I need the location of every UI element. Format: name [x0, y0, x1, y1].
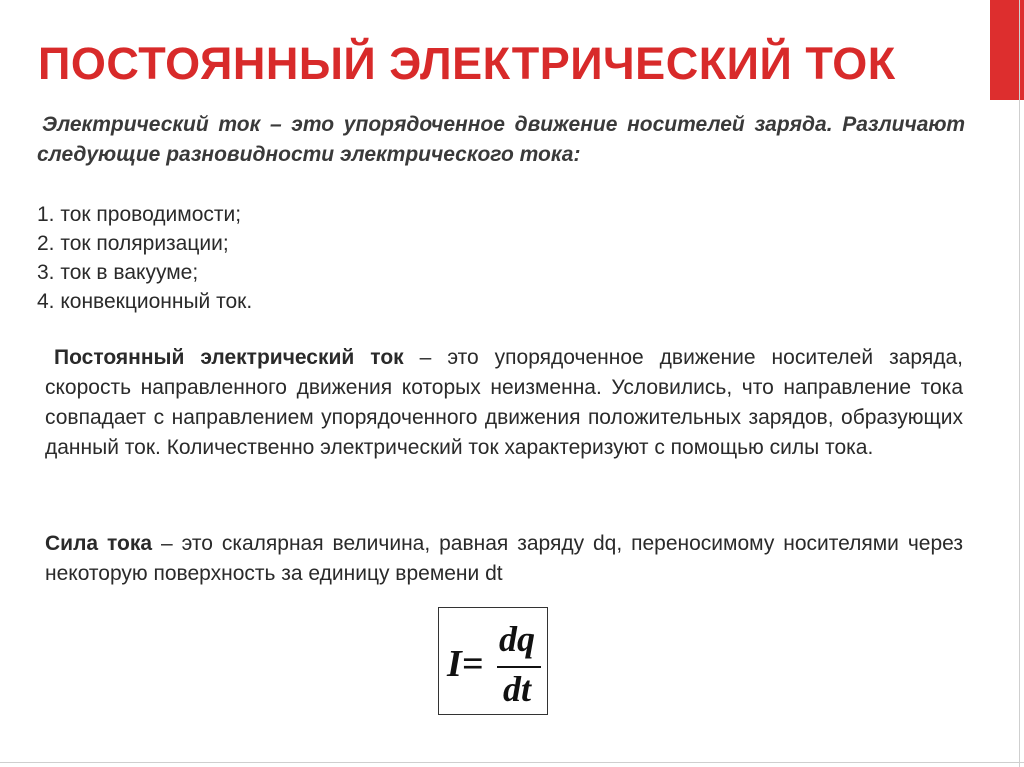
- current-definition-paragraph: [45, 529, 963, 589]
- dc-definition-text: – это упорядоченное движение носителей заряда, скорость направленного движения которых неизменна. Условились, что направление тока совпадает с направлением упорядоченного движения положительных зарядов, образующих данный ток. Количественно электрический ток характеризуют с помощью силы тока.: [45, 346, 963, 459]
- list-item: 2. ток поляризации;: [37, 232, 229, 255]
- frame-edge-bottom: [0, 762, 1024, 763]
- list-item: 1. ток проводимости;: [37, 203, 242, 226]
- dc-definition-paragraph: [45, 343, 963, 463]
- intro-paragraph: Электрический ток – это упорядоченное движение носителей заряда. Различают следующие разновидности электрического тока:: [37, 113, 965, 166]
- formula-box: [438, 607, 548, 715]
- dc-term: Постоянный электрический ток: [54, 346, 404, 369]
- current-term: Сила тока: [45, 532, 153, 555]
- formula-denominator: dt: [503, 669, 532, 709]
- formula-lhs: I=: [447, 643, 484, 685]
- current-types-list: [37, 200, 252, 316]
- list-item: 4. конвекционный ток.: [37, 290, 253, 313]
- formula-numerator: dq: [499, 619, 535, 659]
- current-formula: [447, 618, 542, 708]
- slide-title: ПОСТОЯННЫЙ ЭЛЕКТРИЧЕСКИЙ ТОК: [38, 38, 896, 89]
- current-definition-text: – это скалярная величина, равная заряду dq, переносимому носителями через некоторую поверхность за единицу времени dt: [45, 532, 963, 585]
- list-item: 3. ток в вакууме;: [37, 261, 199, 284]
- frame-edge-right: [1019, 0, 1020, 767]
